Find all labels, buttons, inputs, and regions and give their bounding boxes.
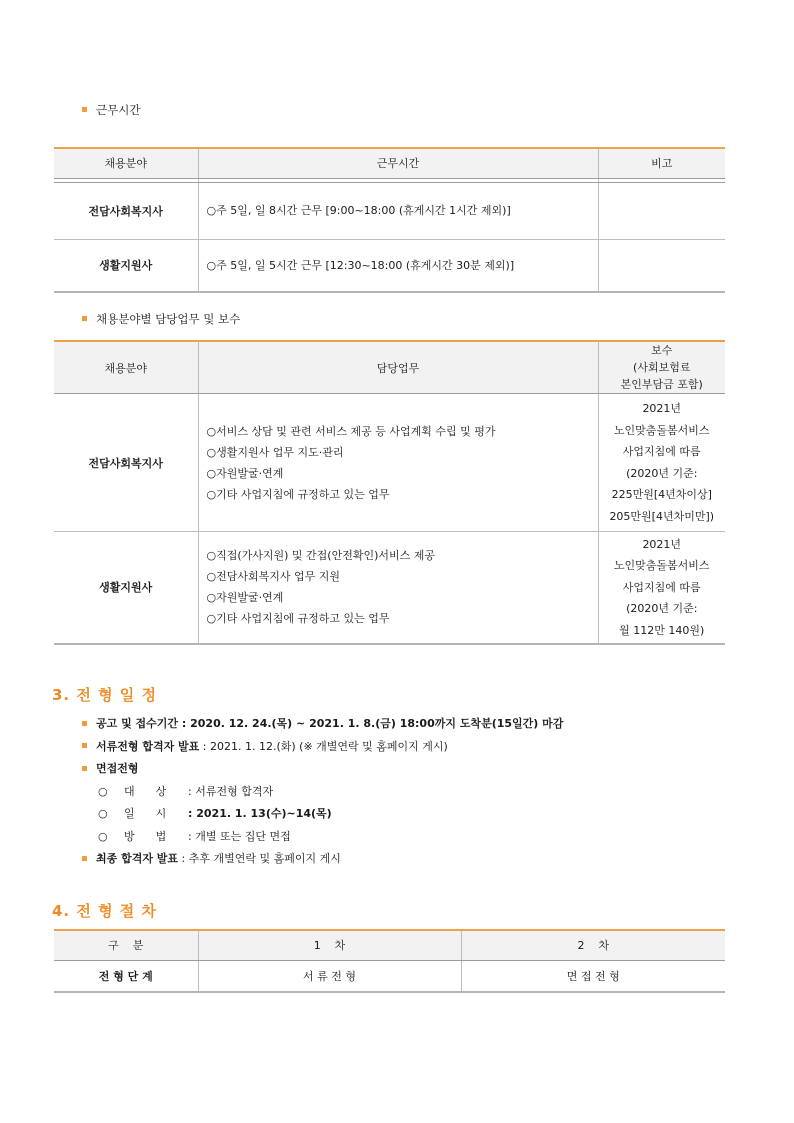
col-header-note: 비고 — [598, 148, 725, 178]
square-bullet-icon — [82, 721, 87, 726]
square-bullet-icon — [82, 856, 87, 861]
interview-date: ○ 일 시 : 2021. 1. 13(수)~14(목) — [98, 807, 332, 820]
table-row — [54, 182, 725, 239]
stage2-cell: 면 접 전 형 — [461, 960, 725, 992]
square-bullet-icon — [82, 743, 87, 748]
duties-heading: 채용분야별 담당업무 및 보수 — [82, 311, 240, 327]
table-row — [54, 960, 725, 992]
note-cell — [598, 239, 725, 292]
col-header-stage1: 1 차 — [198, 930, 461, 960]
col-header-field: 채용분야 — [54, 341, 198, 394]
duties-cell — [198, 394, 598, 532]
list-item: ○자원발굴·연계 — [206, 591, 284, 605]
table-row — [54, 239, 725, 292]
list-item: ○전담사회복지사 업무 지원 — [206, 570, 340, 584]
stage-label-cell: 전 형 단 계 — [54, 960, 198, 992]
table-row — [54, 394, 725, 532]
stage1-cell: 서 류 전 형 — [198, 960, 461, 992]
note-cell — [598, 182, 725, 239]
field-cell: 생활지원사 — [54, 239, 198, 292]
interview-target: ○ 대 상 : 서류전형 합격자 — [98, 784, 274, 798]
list-item: ○직접(가사지원) 및 간접(안전확인)서비스 제공 — [206, 549, 436, 563]
work-hours-heading: 근무시간 — [82, 102, 140, 118]
list-item: 공고 및 접수기간 : 2020. 12. 24.(목) ~ 2021. 1. 8.(금) 18:00까지 도착분(15일간) 마감 — [82, 713, 563, 736]
col-header-category: 구 분 — [54, 930, 198, 960]
duties-cell — [198, 532, 598, 644]
col-header-pay: 보수 (사회보험료 본인부담금 포함) — [598, 341, 725, 394]
field-cell: 전담사회복지사 — [54, 394, 198, 532]
list-item: ○기타 사업지침에 규정하고 있는 업무 — [206, 612, 390, 626]
hours-cell: ○주 5일, 일 8시간 근무 [9:00~18:00 (휴게시간 1시간 제외)] — [198, 182, 598, 239]
list-item: 면접전형 — [82, 758, 563, 781]
hours-cell: ○주 5일, 일 5시간 근무 [12:30~18:00 (휴게시간 30분 제외)] — [198, 239, 598, 292]
table-row — [54, 532, 725, 644]
list-item: ○서비스 상담 및 관련 서비스 제공 등 사업계획 수립 및 평가 — [206, 424, 496, 438]
col-header-hours: 근무시간 — [198, 148, 598, 178]
pay-cell: 2021년 노인맞춤돌봄서비스 사업지침에 따름 (2020년 기준: 월 112만 140원) — [598, 532, 725, 644]
square-bullet-icon — [82, 107, 87, 112]
schedule-list — [82, 713, 563, 871]
field-cell: 전담사회복지사 — [54, 182, 198, 239]
interview-method: ○ 방 법 : 개별 또는 집단 면접 — [98, 829, 291, 843]
list-item: 최종 합격자 발표 : 추후 개별연락 및 홈페이지 게시 — [82, 848, 563, 871]
duties-table — [54, 340, 725, 645]
list-item: ○생활지원사 업무 지도·관리 — [206, 445, 344, 459]
square-bullet-icon — [82, 316, 87, 321]
pay-cell: 2021년 노인맞춤돌봄서비스 사업지침에 따름 (2020년 기준: 225만원[4년차이상] 205만원[4년차미만]) — [598, 394, 725, 532]
col-header-duty: 담당업무 — [198, 341, 598, 394]
list-item: ○기타 사업지침에 규정하고 있는 업무 — [206, 487, 390, 501]
procedure-table — [54, 929, 725, 993]
list-item: 서류전형 합격자 발표 : 2021. 1. 12.(화) (※ 개별연락 및 홈페이지 게시) — [82, 736, 563, 759]
list-item: ○자원발굴·연계 — [206, 466, 284, 480]
field-cell: 생활지원사 — [54, 532, 198, 644]
section3-title: 3. 전 형 일 정 — [52, 686, 157, 704]
section4-title: 4. 전 형 절 차 — [52, 902, 157, 920]
col-header-field: 채용분야 — [54, 148, 198, 178]
square-bullet-icon — [82, 766, 87, 771]
work-hours-table — [54, 147, 725, 293]
col-header-stage2: 2 차 — [461, 930, 725, 960]
